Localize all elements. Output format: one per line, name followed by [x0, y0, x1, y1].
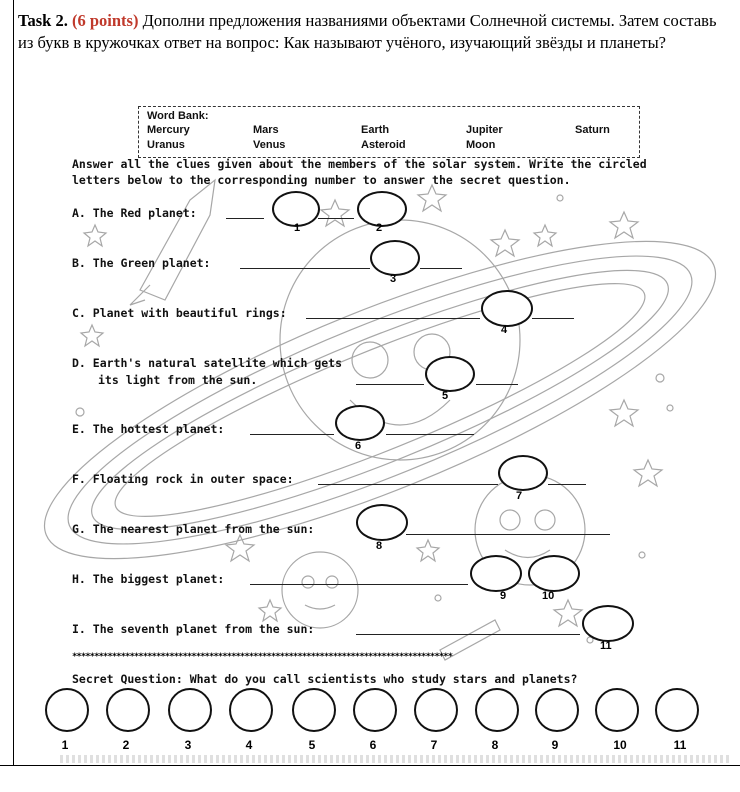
answer-blank[interactable]	[548, 484, 586, 485]
answer-blank[interactable]	[406, 534, 610, 535]
answer-blank[interactable]	[356, 634, 580, 635]
word-bank-word: Uranus	[147, 139, 185, 151]
clue-e: E. The hottest planet:	[72, 422, 225, 436]
letter-circle-8[interactable]	[356, 504, 408, 541]
clue-c: C. Planet with beautiful rings:	[72, 306, 287, 320]
answer-number: 8	[491, 738, 499, 752]
circle-number: 8	[376, 540, 383, 552]
answer-blank[interactable]	[318, 218, 354, 219]
clue-f: F. Floating rock in outer space:	[72, 472, 294, 486]
letter-circle-5[interactable]	[425, 356, 475, 392]
asterisk-separator: **************************************************************************************	[72, 652, 452, 662]
letter-circle-11[interactable]	[582, 605, 634, 642]
clue-b: B. The Green planet:	[72, 256, 211, 270]
answer-circle-2[interactable]	[106, 688, 150, 732]
answer-circle-6[interactable]	[353, 688, 397, 732]
answer-number: 4	[245, 738, 253, 752]
circle-number: 6	[355, 440, 362, 452]
clue-g: G. The nearest planet from the sun:	[72, 522, 315, 536]
instructions: Answer all the clues given about the members of the solar system. Write the circled letters below to the corresponding number to answer the secret question.	[72, 157, 647, 187]
word-bank-word: Earth	[361, 124, 390, 136]
circle-number: 9	[500, 590, 507, 602]
secret-question: Secret Question: What do you call scientists who study stars and planets?	[72, 672, 578, 686]
answer-blank[interactable]	[386, 434, 474, 435]
answer-circle-9[interactable]	[535, 688, 579, 732]
answer-blank[interactable]	[226, 218, 264, 219]
answer-blank[interactable]	[306, 318, 480, 319]
letter-circle-6[interactable]	[335, 405, 385, 441]
letter-circle-4[interactable]	[481, 290, 533, 327]
bottom-divider	[0, 765, 740, 766]
task-label: Task 2.	[18, 11, 68, 30]
answer-number: 1	[61, 738, 69, 752]
answer-circle-11[interactable]	[655, 688, 699, 732]
circle-number: 5	[442, 390, 449, 402]
word-bank-word: Mercury	[147, 124, 190, 136]
circle-number: 3	[390, 273, 397, 285]
clue-d: D. Earth's natural satellite which gets	[72, 356, 343, 370]
word-bank	[138, 106, 640, 158]
circle-number: 2	[376, 222, 383, 234]
answer-blank[interactable]	[532, 318, 574, 319]
answer-number: 3	[184, 738, 192, 752]
task-instruction: Дополни предложения названиями объектами Солнечной системы. Затем составь из букв в кружочках ответ на вопрос: Как называют учёного, изучающий звёзды и планеты?	[18, 11, 717, 52]
circle-number: 11	[600, 640, 612, 652]
answer-circle-8[interactable]	[475, 688, 519, 732]
word-bank-title: Word Bank:	[147, 110, 209, 122]
answer-number: 6	[369, 738, 377, 752]
answer-number: 9	[551, 738, 559, 752]
task-points: (6 points)	[71, 11, 139, 30]
answer-circle-3[interactable]	[168, 688, 212, 732]
letter-circle-7[interactable]	[498, 455, 548, 491]
task-header	[18, 10, 733, 54]
answer-blank[interactable]	[476, 384, 518, 385]
clue-d-line2: its light from the sun.	[98, 373, 258, 387]
answer-circle-7[interactable]	[414, 688, 458, 732]
letter-circle-3[interactable]	[370, 240, 420, 276]
clue-h: H. The biggest planet:	[72, 572, 225, 586]
word-bank-word: Asteroid	[361, 139, 406, 151]
answer-blank[interactable]	[356, 384, 424, 385]
answer-circle-10[interactable]	[595, 688, 639, 732]
answer-blank[interactable]	[420, 268, 462, 269]
word-bank-word: Mars	[253, 124, 279, 136]
answer-number: 10	[613, 738, 627, 752]
word-bank-word: Saturn	[575, 124, 610, 136]
circle-number: 7	[516, 490, 523, 502]
answer-number: 2	[122, 738, 130, 752]
word-bank-word: Jupiter	[466, 124, 503, 136]
letter-circle-10[interactable]	[528, 555, 580, 592]
answer-blank[interactable]	[250, 434, 334, 435]
answer-circle-5[interactable]	[292, 688, 336, 732]
answer-number: 11	[673, 738, 687, 752]
word-bank-word: Moon	[466, 139, 496, 151]
clue-i: I. The seventh planet from the sun:	[72, 622, 315, 636]
scan-artifact-band	[60, 755, 730, 763]
answer-blank[interactable]	[250, 584, 468, 585]
letter-circle-9[interactable]	[470, 555, 522, 592]
answer-number: 5	[308, 738, 316, 752]
circle-number: 10	[542, 590, 555, 602]
answer-circle-1[interactable]	[45, 688, 89, 732]
answer-number: 7	[430, 738, 438, 752]
answer-circle-4[interactable]	[229, 688, 273, 732]
answer-blank[interactable]	[318, 484, 498, 485]
circle-number: 1	[294, 222, 301, 234]
circle-number: 4	[501, 324, 508, 336]
word-bank-word: Venus	[253, 139, 286, 151]
answer-blank[interactable]	[240, 268, 370, 269]
clue-a: A. The Red planet:	[72, 206, 197, 220]
